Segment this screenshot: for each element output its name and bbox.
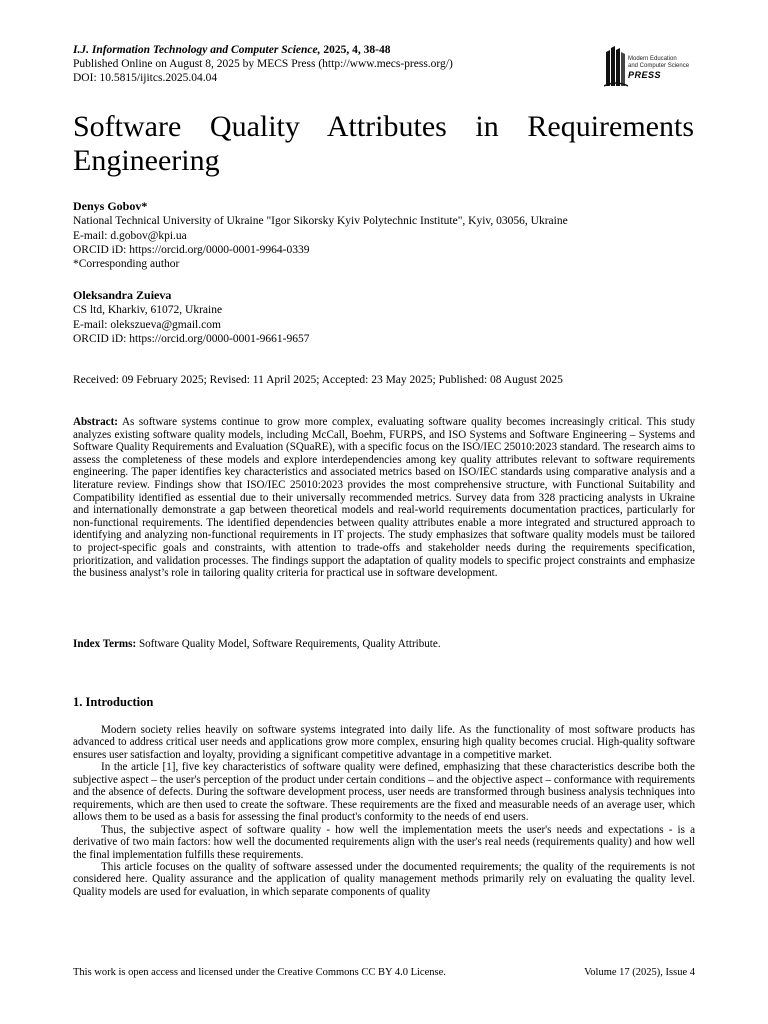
mecs-press-logo	[604, 40, 694, 90]
paragraph: Modern society relies heavily on software systems integrated into daily life. As the functionality of most software products has advanced to address critical user needs and applications grow more complex, ensuring high quality becomes crucial. High-quality software ensures user satisfaction and loyalty, providing a significant competitive advantage in a competitive market.	[73, 724, 695, 761]
journal-header	[73, 43, 593, 85]
paragraph: In the article [1], five key characteristics of software quality were defined, emphasizing that these characteristics describe both the subjective aspect – the user's perception of the product under certain conditions – and the objective aspect – conformance with requirements and the absence of defects. During the software development process, user needs are transformed through business analysis techniques into requirements, which are then used to create the software. These requirements are the fixed and measurable needs of an average user, which allows them to be used as a basis for assessing the final product's conformity to the needs of end users.	[73, 761, 695, 824]
journal-title: I.J. Information Technology and Computer Science,	[73, 44, 321, 56]
author-affiliation: National Technical University of Ukraine "Igor Sikorsky Kyiv Polytechnic Institute", Kyiv, 03056, Ukraine	[73, 215, 568, 228]
abstract-text: As software systems continue to grow more complex, evaluating software quality becomes increasingly critical. This study analyzes existing software quality models, including McCall, Boehm, FURPS, and ISO Systems and Software Engineering – Systems and Software Quality Requirements and Evaluation (SQuaRE), with a specific focus on the ISO/IEC 25010:2023 standard. The research aims to assess the completeness of these models and explore interdependencies among key quality attributes relevant to software requirements engineering. The paper identifies key characteristics and associated metrics based on ISO/IEC standards using comparative analysis and a literature review. Findings show that ISO/IEC 25010:2023 provides the most comprehensive structure, with Functional Suitability and Compatibility identified as essential due to their universally recommended metrics. Survey data from 328 practicing analysts in Ukraine and internationally demonstrate a gap between theoretical models and real-world requirements documentation practices, particularly for non-functional requirements. The identified dependencies between quality attributes enable a more integrated and structured approach to identifying and analyzing non-functional requirements in IT projects. The study emphasizes that software quality models must be tailored to project-specific goals and constraints, with attention to trade-offs and stakeholder needs during the requirements specification, prioritization, and validation processes. The findings support the adaptation of quality models to specific project constraints and emphasize the business analyst’s role in tailoring quality criteria for practical use in software development.	[73, 416, 695, 580]
index-terms	[73, 638, 695, 651]
author-email: E-mail: olekszueva@gmail.com	[73, 318, 221, 331]
journal-citation	[73, 43, 593, 57]
journal-volume-info: 2025, 4, 38-48	[320, 44, 391, 56]
submission-dates: Received: 09 February 2025; Revised: 11 April 2025; Accepted: 23 May 2025; Published: 08 August 2025	[73, 374, 563, 386]
paragraph: This article focuses on the quality of software assessed under the documented requirements; the quality of the requirements is not considered here. Quality assurance and the application of quality management methods primarily rely on evaluating the quality level. Quality models are used for evaluation, in which separate components of quality	[73, 860, 695, 898]
logo-press: PRESS	[628, 70, 662, 80]
published-line: Published Online on August 8, 2025 by MECS Press (http://www.mecs-press.org/)	[73, 58, 453, 70]
corresponding-note: *Corresponding author	[73, 258, 180, 271]
author-name: Denys Gobov*	[73, 199, 148, 213]
paragraph: Thus, the subjective aspect of software quality - how well the implementation meets the user's needs and expectations - is a derivative of two main factors: how well the documented requirements align with the user's real needs (requirements quality) and how well the final implementation fulfills these requirements.	[73, 823, 695, 861]
introduction-body	[73, 724, 695, 898]
paper-title: Software Quality Attributes in Requirements Engineering	[73, 110, 694, 177]
section-heading-introduction: 1. Introduction	[73, 695, 154, 709]
logo-caption	[628, 56, 689, 70]
abstract	[73, 416, 695, 580]
author-affiliation: CS ltd, Kharkiv, 61072, Ukraine	[73, 304, 223, 317]
author-orcid: ORCID iD: https://orcid.org/0000-0001-9964-0339	[73, 243, 310, 256]
footer-volume: Volume 17 (2025), Issue 4	[584, 967, 695, 978]
author-orcid: ORCID iD: https://orcid.org/0000-0001-9661-9657	[73, 332, 310, 345]
author-name: Oleksandra Zuieva	[73, 288, 172, 302]
index-terms-text: Software Quality Model, Software Requirements, Quality Attribute.	[136, 638, 441, 650]
footer-license: This work is open access and licensed under the Creative Commons CC BY 4.0 License.	[73, 967, 446, 978]
abstract-label: Abstract:	[73, 416, 118, 428]
index-terms-label: Index Terms:	[73, 638, 137, 650]
books-icon	[604, 42, 628, 88]
author-block-2	[73, 288, 693, 346]
logo-line2: and Computer Science	[628, 63, 690, 69]
author-email: E-mail: d.gobov@kpi.ua	[73, 229, 187, 242]
doi: DOI: 10.5815/ijitcs.2025.04.04	[73, 72, 218, 84]
author-block-1	[73, 199, 693, 271]
logo-line1: Modern Education	[628, 56, 677, 62]
